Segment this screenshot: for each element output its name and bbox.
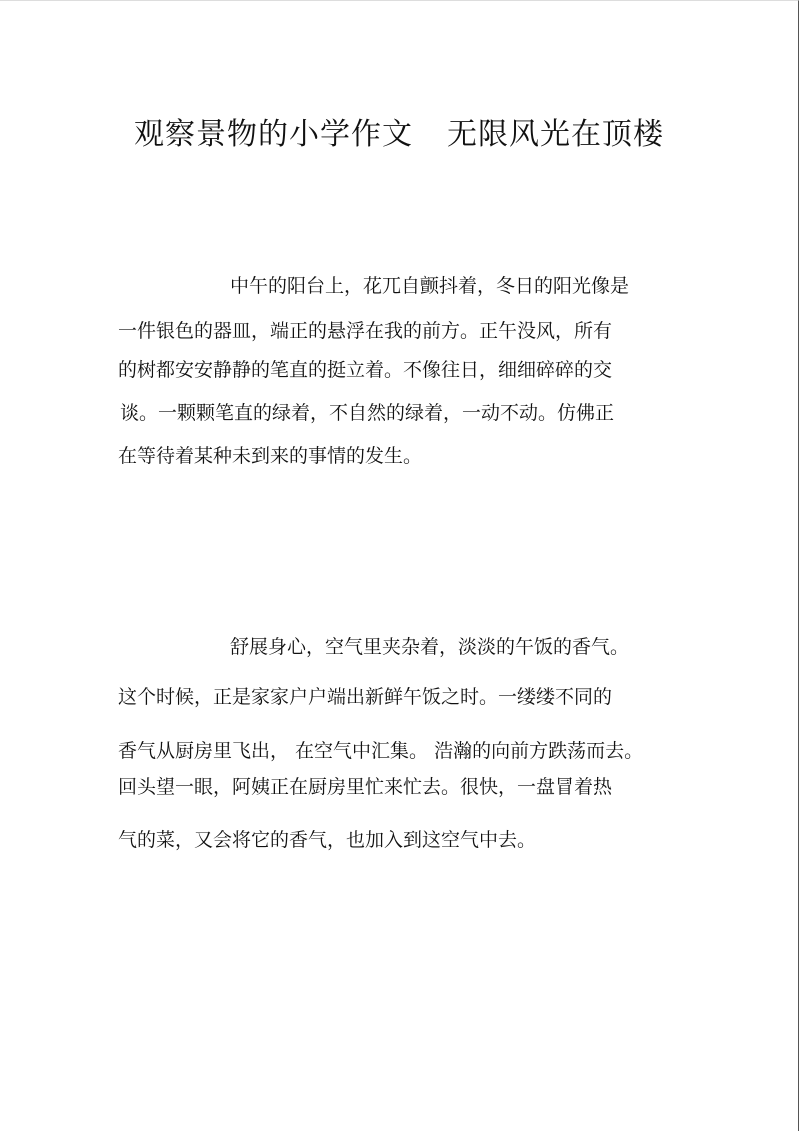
paragraph1-line-4: 谈。一颗颗笔直的绿着，不自然的绿着，一动不动。仿佛正 bbox=[120, 402, 615, 424]
document-title bbox=[0, 109, 798, 153]
paragraph2-line-4: 回头望一眼，阿姨正在厨房里忙来忙去。很快，一盘冒着热 bbox=[118, 776, 613, 798]
paragraph1-line-2: 一件银色的器皿，端正的悬浮在我的前方。正午没风，所有 bbox=[118, 320, 613, 342]
paragraph1-line-3: 的树都安安静静的笔直的挺立着。不像往日，细细碎碎的交 bbox=[118, 359, 613, 381]
paragraph2-line-5: 气的菜，又会将它的香气，也加入到这空气中去。 bbox=[118, 829, 537, 851]
paragraph1-line-1: 中午的阳台上，花兀自颤抖着，冬日的阳光像是 bbox=[230, 275, 630, 297]
paragraph2-line-2: 这个时候，正是家家户户端出新鲜午饭之时。一缕缕不同的 bbox=[118, 686, 613, 708]
paragraph1-line-5: 在等待着某种未到来的事情的发生。 bbox=[118, 445, 423, 467]
title-sub: 无限风光在顶楼 bbox=[447, 117, 664, 152]
title-main: 观察景物的小学作文 bbox=[134, 117, 413, 152]
paragraph2-line-1: 舒展身心，空气里夹杂着，淡淡的午饭的香气。 bbox=[230, 636, 630, 658]
paragraph2-line-3: 香气从厨房里飞出， 在空气中汇集。 浩瀚的向前方跌荡而去。 bbox=[118, 740, 644, 762]
